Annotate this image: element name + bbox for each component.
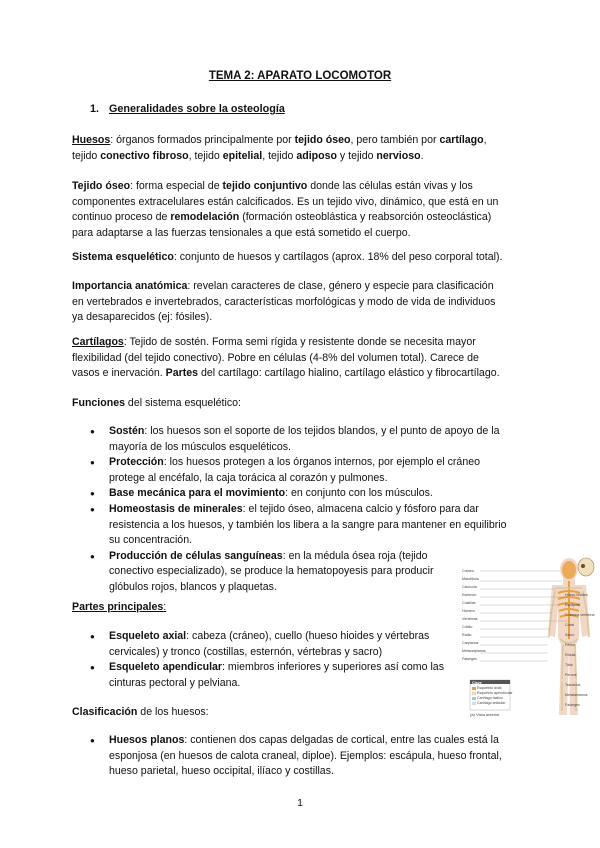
importancia-term: Importancia anatómica — [72, 280, 188, 292]
list-item-line: glóbulos rojos, blancos y plaquetas. — [109, 580, 277, 593]
text-line: flexibilidad (del tejido conectivo). Pobre en células (4-8% del volumen total). Carece de — [72, 351, 479, 364]
text-span: , — [483, 134, 487, 146]
list-item-line — [109, 455, 549, 471]
partes-term: Partes principales — [72, 601, 164, 613]
list-item-line: protege al encéfalo, la caja torácica al corazón y pulmones. — [109, 471, 388, 484]
text-span: del cartílago: cartílago hialino, cartílago elástico y fibrocartílago. — [198, 367, 500, 380]
list-item-text — [109, 486, 549, 502]
list-item-line: resistencia a los huesos, y también los libera a la sangre para mantener en equilibrio — [109, 518, 507, 531]
bullet-icon: ● — [90, 427, 95, 436]
bold-span: tejido conjuntivo — [222, 180, 308, 192]
page-number: 1 — [297, 797, 303, 809]
text-span: : miembros inferiores y superiores así como las — [222, 661, 444, 674]
bold-span: remodelación — [170, 211, 240, 224]
text-line: ya desaparecidos (ej: fósiles). — [72, 311, 213, 324]
bold-span: Partes — [165, 367, 199, 380]
clasificacion-term: Clasificación — [72, 706, 138, 718]
list-item-line: conectivo especializado), se produce la hematopoyesis para producir — [109, 565, 434, 578]
figure-caption: (a) Vista anterior — [470, 712, 500, 717]
bullet-icon: ● — [90, 551, 95, 561]
bullet-icon: ● — [90, 736, 95, 745]
legend-swatch-axial — [472, 687, 476, 690]
section-heading — [90, 103, 285, 115]
text-span: de los huesos: — [137, 706, 209, 718]
figure-label: Vértebras — [462, 617, 478, 621]
list-item-line: su concentración. — [109, 534, 193, 547]
tejido-oseo-paragraph — [72, 179, 532, 241]
bullet-icon: ● — [90, 489, 95, 499]
list-item-term: Protección — [109, 456, 164, 469]
legend-swatch-articular — [472, 702, 476, 705]
text-span: : revelan caracteres de clase, género y especie para clasificación — [187, 280, 494, 292]
list-item-term: Huesos planos — [109, 734, 185, 746]
text-span: donde las células están vivas y los — [307, 180, 473, 192]
text-span: . — [420, 149, 424, 162]
tejido-oseo-term: Tejido óseo — [72, 180, 131, 192]
text-span: , pero también por — [350, 134, 440, 146]
text-span: del sistema esquelético: — [124, 397, 241, 409]
text-span: : en la médula ósea roja (tejido — [282, 549, 428, 562]
huesos-term: Huesos — [72, 134, 111, 146]
bullet-icon: ● — [90, 632, 95, 641]
text-span: : forma especial de — [130, 180, 223, 192]
legend-label: Esqueleto axial — [477, 686, 502, 690]
list-item-term: Homeostasis de minerales — [109, 503, 243, 515]
legend-label: Esqueleto apendicular — [477, 691, 513, 695]
figure-label: Húmero — [462, 609, 475, 613]
list-item-term: Sostén — [109, 425, 145, 437]
text-span: tejido — [72, 149, 101, 162]
text-span: , tejido — [188, 149, 223, 162]
figure-label: Clavícula — [462, 585, 477, 589]
list-item-line: cinturas pectoral y pelviana. — [109, 676, 241, 689]
figure-label: Metatarsianos — [565, 693, 588, 697]
figure-label: Rótula — [565, 653, 576, 657]
bullet-icon: ● — [90, 505, 95, 514]
skull-lateral — [578, 558, 594, 576]
list-item-text — [109, 733, 549, 780]
legend-label: Cartílago articular — [477, 701, 506, 705]
sistema-term: Sistema esquelético — [72, 251, 174, 263]
list-item-line — [109, 424, 549, 440]
figure-label: Tarsianos — [565, 683, 581, 687]
cartilagos-term: Cartílagos — [72, 336, 124, 348]
list-item-line: esponjosa (en huesos de calota craneal, diploe). Ejemplos: escápula, hueso frontal, — [109, 749, 502, 762]
figure-label: Metacarpianos — [462, 649, 486, 653]
list-item-line: mayoría de los músculos esqueléticos. — [109, 440, 291, 453]
legend-title: Clave — [472, 681, 482, 685]
list-item-term: Esqueleto apendicular — [109, 661, 223, 674]
bullet-icon: ● — [90, 663, 95, 673]
sistema-paragraph — [72, 250, 532, 266]
figure-label: Cráneo — [462, 569, 474, 573]
list-item-text — [109, 455, 549, 486]
list-item-text — [109, 502, 549, 549]
text-span: : cabeza (cráneo), cuello (hueso hioides y vértebras — [186, 630, 430, 642]
text-span: : órganos formados principalmente por — [110, 134, 295, 146]
text-span: : contienen dos capas delgadas de cortical, entre las cuales está la — [184, 734, 499, 746]
figure-label: Radio — [462, 633, 472, 637]
figure-label: Hueso hioides — [565, 593, 588, 597]
figure-label: Columna vertebral — [565, 613, 595, 617]
figure-label: Falanges — [462, 657, 477, 661]
bold-span: nervioso — [376, 149, 421, 162]
text-span: : los huesos protegen a los órganos internos, por ejemplo el cráneo — [163, 456, 480, 469]
bold-span: conectivo fibroso — [100, 149, 189, 162]
text-span: : el tejido óseo, almacena calcio y fósforo para dar — [242, 503, 479, 515]
bold-span: adiposo — [296, 149, 337, 162]
text-span: : conjunto de huesos y cartílagos (aprox. 18% del peso corporal total). — [173, 251, 503, 263]
skeleton-figure — [462, 555, 600, 720]
text-span: vasos e inervación. — [72, 367, 166, 380]
bullet-icon: ● — [90, 458, 95, 468]
figure-label: Sacro — [565, 633, 575, 637]
legend-swatch-apendicular — [472, 692, 476, 695]
page-title: TEMA 2: APARATO LOCOMOTOR — [208, 70, 392, 82]
figure-label: Cúbito — [462, 625, 473, 629]
orbit — [581, 564, 585, 568]
text-span: : — [163, 601, 167, 613]
list-item-line: cervicales) y tronco (costillas, esternón, vértebras y sacro) — [109, 645, 383, 658]
text-span: continuo proceso de — [72, 211, 171, 224]
text-span: (formación osteoblástica y reabsorción osteoclástica) — [239, 211, 492, 224]
cartilagos-paragraph — [72, 335, 532, 382]
text-line: componentes extracelulares están calcificados. Es un tejido vivo, dinámico, que está en un — [72, 195, 499, 208]
importancia-paragraph — [72, 279, 532, 326]
figure-label: Escápula — [565, 603, 580, 607]
figure-label: Esternón — [462, 593, 477, 597]
huesos-paragraph — [72, 133, 532, 164]
bold-span: tejido óseo — [294, 134, 351, 146]
figure-label: Carpianos — [462, 641, 479, 645]
text-span: : los huesos son el soporte de los tejidos blandos, y el punto de apoyo de la — [144, 425, 500, 437]
text-span: : Tejido de sostén. Forma semi rígida y resistente donde se necesita mayor — [123, 336, 476, 348]
section-number: 1. — [90, 103, 100, 115]
section-title: Generalidades sobre la osteología — [109, 103, 285, 115]
text-span: y tejido — [336, 149, 377, 162]
legend-swatch-hialino — [472, 697, 476, 700]
text-span: , tejido — [262, 149, 297, 162]
bold-span: cartílago — [439, 134, 484, 146]
list-item-term: Producción de células sanguíneas — [109, 549, 283, 562]
skull-axial — [562, 561, 576, 579]
legend-label: Cartílago hialino — [477, 696, 503, 700]
list-item-term: Esqueleto axial — [109, 630, 187, 642]
figure-label: Costillas — [462, 601, 476, 605]
list-item-line — [109, 733, 549, 749]
figure-label: Falanges — [565, 703, 580, 707]
figure-label: Peroné — [565, 673, 577, 677]
text-line: para adaptarse a las fuerzas tensionales a que está sometido el cuerpo. — [72, 226, 411, 239]
figure-label: Coxal — [565, 623, 575, 627]
text-line: en vertebrados e invertebrados, características morfológicas y modo de vida de individuos — [72, 295, 496, 308]
bold-span: epitelial — [222, 149, 263, 162]
funciones-term: Funciones — [72, 397, 125, 409]
list-item-line — [109, 486, 549, 502]
figure-label: Fémur — [565, 643, 576, 647]
figure-label: Mandíbula — [462, 577, 479, 581]
list-item-text — [109, 424, 549, 455]
figure-label: Tibia — [565, 663, 573, 667]
text-span: : en conjunto con los músculos. — [285, 487, 433, 500]
list-item-line: hueso parietal, hueso occipital, ilíaco y costillas. — [109, 765, 334, 778]
list-item-line — [109, 502, 549, 518]
list-item-term: Base mecánica para el movimiento — [109, 487, 286, 500]
funciones-heading — [72, 396, 532, 412]
